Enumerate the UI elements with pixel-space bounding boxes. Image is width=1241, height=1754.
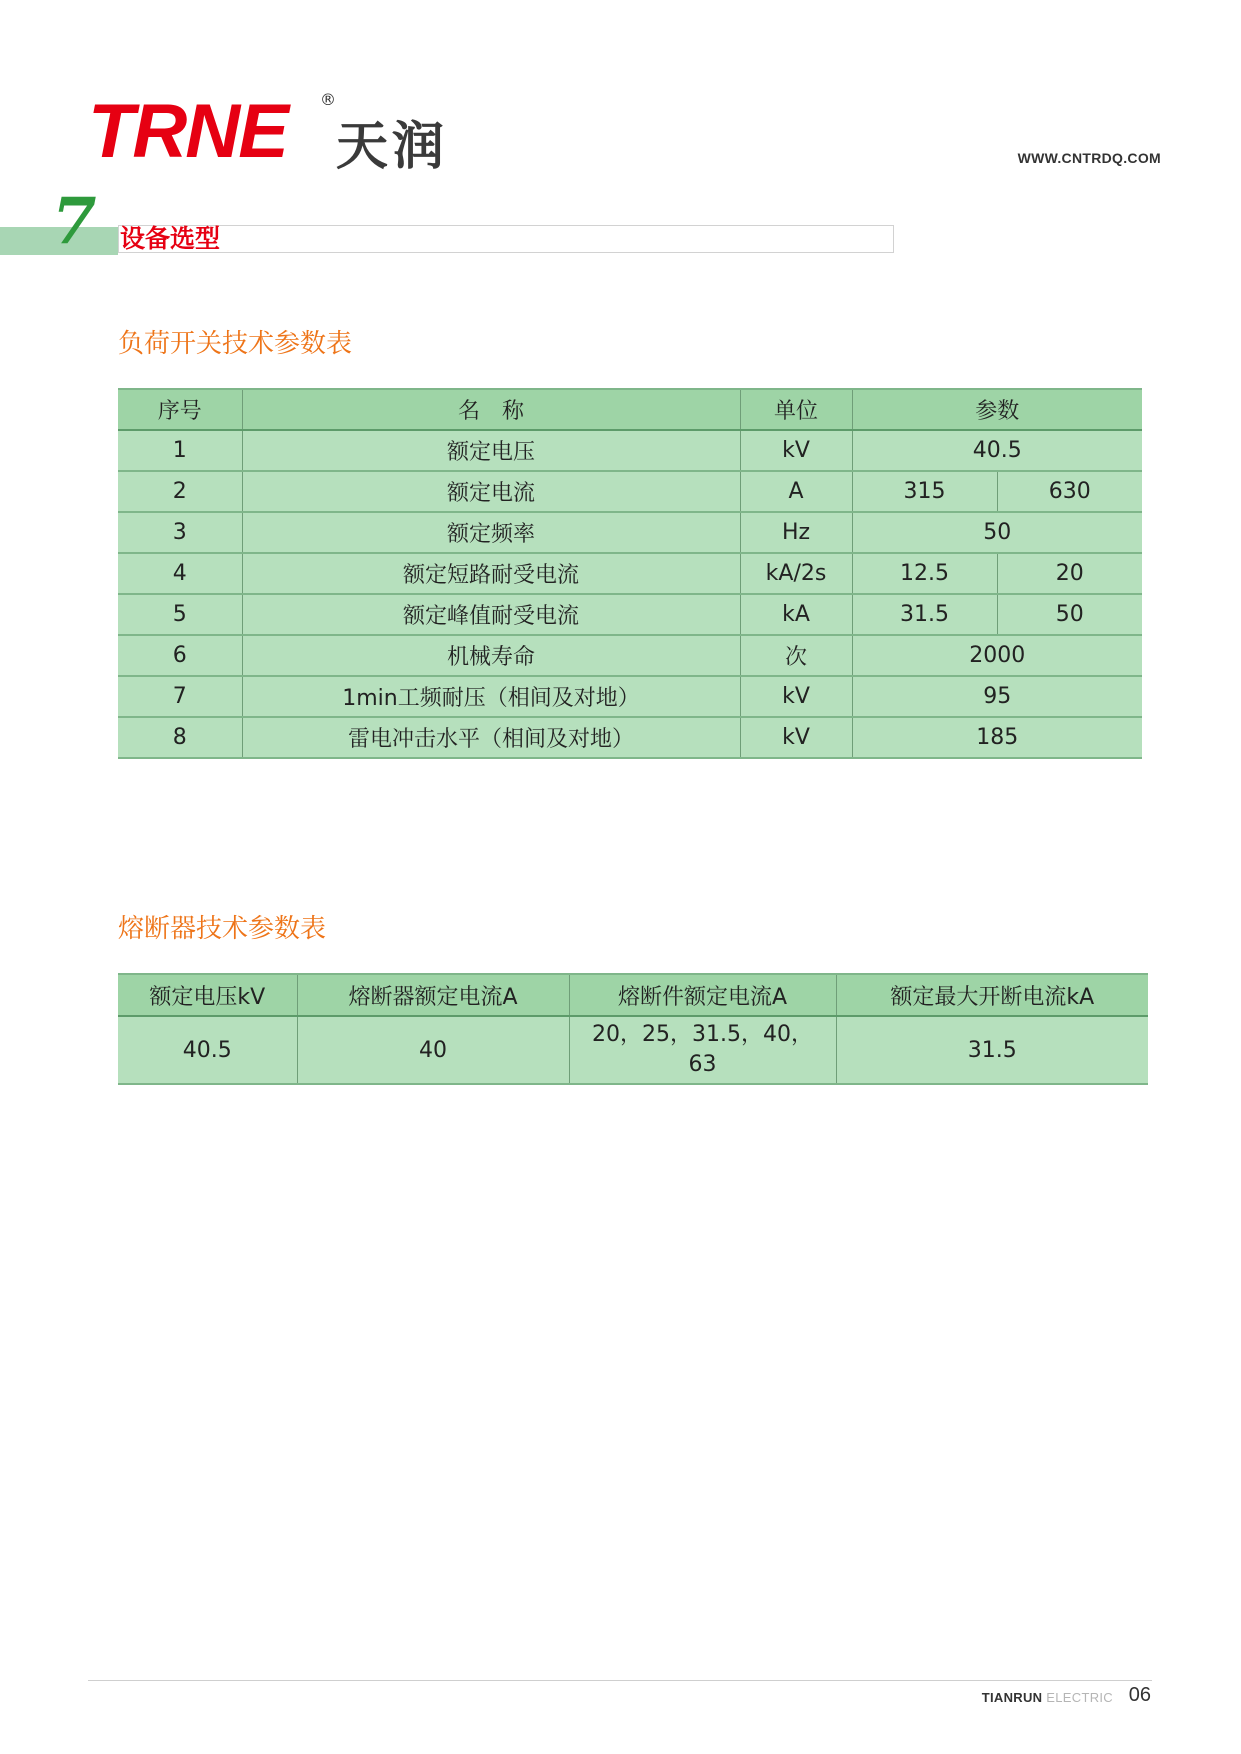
row-no: 3	[118, 512, 242, 553]
row-unit: kA	[740, 594, 852, 635]
element-current-line1: 20，25，31.5，40，	[592, 1022, 813, 1047]
header-fuse-current: 熔断器额定电流A	[297, 974, 569, 1016]
row-value-b: 630	[997, 471, 1142, 512]
logo-chinese-name: 天润	[336, 117, 449, 177]
header-value: 参数	[852, 389, 1142, 430]
section-number: 7	[52, 184, 97, 259]
row-value: 40.5	[852, 430, 1142, 471]
row-unit: A	[740, 471, 852, 512]
row-value-a: 31.5	[852, 594, 997, 635]
footer-divider	[88, 1680, 1152, 1681]
fuse-parameter-table	[118, 973, 1148, 1085]
row-no: 8	[118, 717, 242, 758]
table-row	[118, 430, 1142, 471]
header-rated-voltage: 额定电压kV	[118, 974, 297, 1016]
registered-mark: ®	[320, 90, 336, 109]
row-no: 2	[118, 471, 242, 512]
table2-title: 熔断器技术参数表	[118, 914, 327, 944]
footer-brand-bold: TIANRUN	[981, 1690, 1043, 1705]
row-no: 4	[118, 553, 242, 594]
row-no: 5	[118, 594, 242, 635]
company-logo	[88, 89, 468, 177]
table-row	[118, 594, 1142, 635]
row-value-b: 20	[997, 553, 1142, 594]
row-unit: Hz	[740, 512, 852, 553]
cell-rated-voltage: 40.5	[118, 1016, 297, 1084]
row-no: 1	[118, 430, 242, 471]
row-no: 6	[118, 635, 242, 676]
logo-text: TRNE	[88, 89, 287, 174]
row-unit: 次	[740, 635, 852, 676]
element-current-line2: 63	[688, 1052, 717, 1077]
section-title-box	[118, 225, 894, 253]
row-value: 185	[852, 717, 1142, 758]
header-breaking-current: 额定最大开断电流kA	[836, 974, 1148, 1016]
row-value-a: 315	[852, 471, 997, 512]
row-name: 1min工频耐压（相间及对地）	[242, 676, 740, 717]
row-value: 50	[852, 512, 1142, 553]
table1-title: 负荷开关技术参数表	[118, 329, 353, 359]
row-unit: kV	[740, 676, 852, 717]
table-row	[118, 676, 1142, 717]
header-no: 序号	[118, 389, 242, 430]
row-name: 额定频率	[242, 512, 740, 553]
row-value-a: 12.5	[852, 553, 997, 594]
table-row	[118, 553, 1142, 594]
header-unit: 单位	[740, 389, 852, 430]
row-name: 额定短路耐受电流	[242, 553, 740, 594]
row-unit: kA/2s	[740, 553, 852, 594]
row-unit: kV	[740, 430, 852, 471]
cell-breaking-current: 31.5	[836, 1016, 1148, 1084]
row-name: 额定峰值耐受电流	[242, 594, 740, 635]
row-name: 机械寿命	[242, 635, 740, 676]
load-switch-parameter-table	[118, 388, 1142, 759]
header-name: 名 称	[242, 389, 740, 430]
table-row	[118, 512, 1142, 553]
table-header-row	[118, 974, 1148, 1016]
row-name: 额定电流	[242, 471, 740, 512]
page-number: 06	[1128, 1684, 1151, 1706]
table-row	[118, 471, 1142, 512]
row-value-b: 50	[997, 594, 1142, 635]
footer-brand	[982, 1690, 1113, 1705]
row-name: 额定电压	[242, 430, 740, 471]
table-row	[118, 1016, 1148, 1084]
row-value: 95	[852, 676, 1142, 717]
row-no: 7	[118, 676, 242, 717]
cell-element-current	[569, 1016, 836, 1084]
table-row	[118, 717, 1142, 758]
cell-fuse-current: 40	[297, 1016, 569, 1084]
section-title: 设备选型	[120, 224, 221, 253]
row-name: 雷电冲击水平（相间及对地）	[242, 717, 740, 758]
footer-brand-light: ELECTRIC	[1046, 1690, 1113, 1705]
row-unit: kV	[740, 717, 852, 758]
row-value: 2000	[852, 635, 1142, 676]
header-element-current: 熔断件额定电流A	[569, 974, 836, 1016]
table-row	[118, 635, 1142, 676]
website-url[interactable]: WWW.CNTRDQ.COM	[1017, 150, 1161, 166]
table-header-row	[118, 389, 1142, 430]
